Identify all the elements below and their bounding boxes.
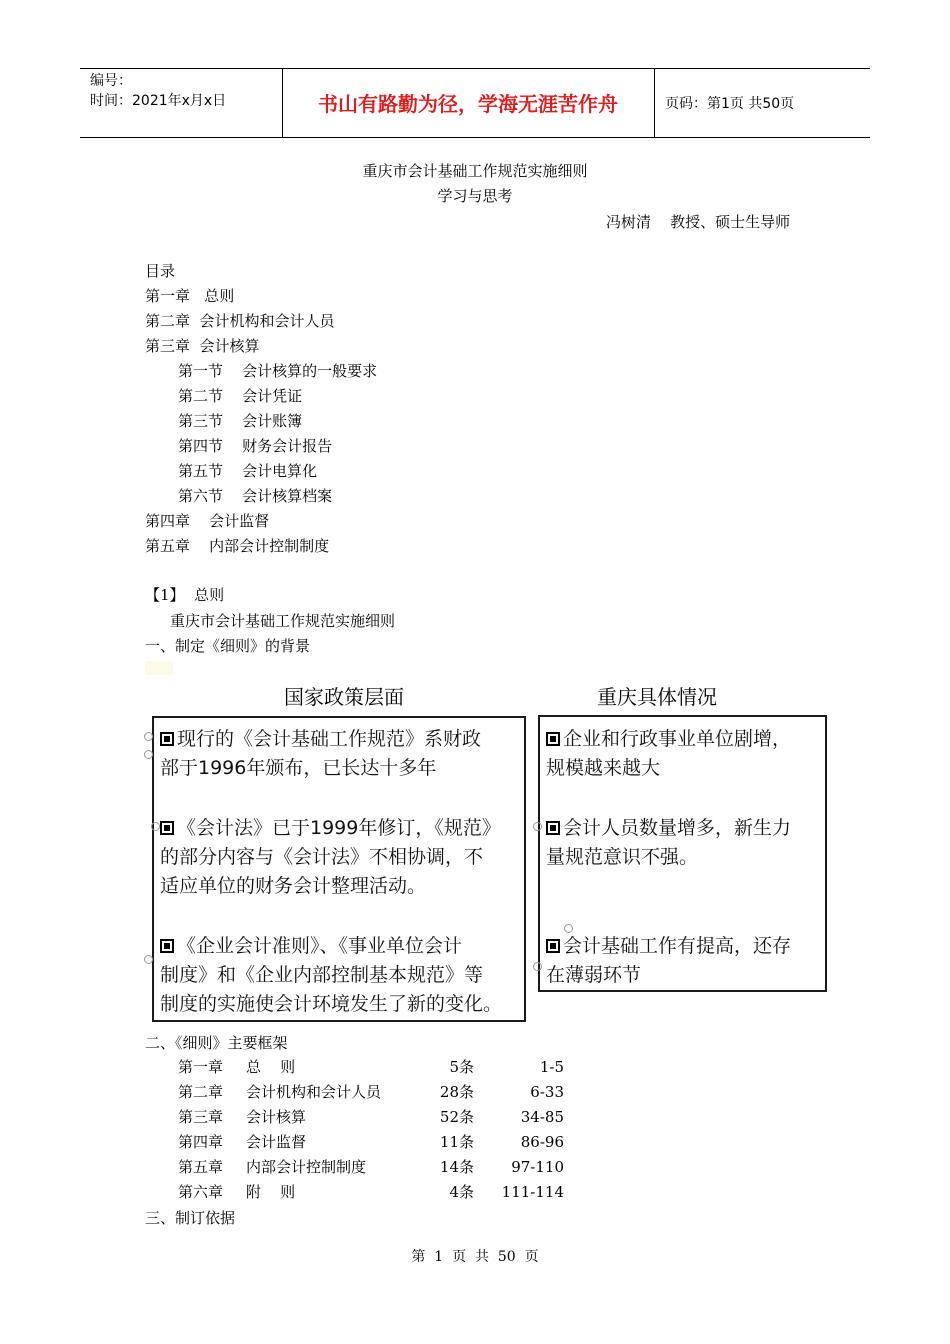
diagram-left-item: 现行的《会计基础工作规范》系财政 部于1996年颁布，已长达十多年 [160,728,482,779]
section-text: 重庆市会计基础工作规范实施细则 [170,612,396,630]
toc-heading: 目录 [145,262,176,280]
diagram-left-item: 《企业会计准则》、《事业单位会计 制度》和《企业内部控制基本规范》等 制度的实施使会计环境发生了新的变化。 [160,935,503,1015]
framework-name: 附 则 [246,1183,296,1201]
anchor-mark [151,822,160,831]
section-heading: 三、制订依据 [145,1209,236,1227]
framework-chapter: 第四章 [178,1133,224,1151]
framework-chapter: 第五章 [178,1158,224,1176]
checkbox-icon [546,939,560,953]
framework-count: 11条 [439,1133,474,1151]
header-page-info: 页码：第1页 共50页 [665,96,795,112]
diagram-left-title: 国家政策层面 [284,685,404,709]
toc-item: 第二节 会计凭证 [178,387,303,405]
header-motto: 书山有路勤为径，学海无涯苦作舟 [318,92,618,116]
framework-chapter: 第六章 [178,1183,224,1201]
framework-chapter: 第二章 [178,1083,224,1101]
doc-subtitle: 学习与思考 [437,187,513,205]
framework-range: 1-5 [539,1058,564,1076]
framework-range: 97-110 [511,1158,564,1176]
doc-author: 冯树清 教授、硕士生导师 [606,213,791,231]
framework-chapter: 第一章 [178,1058,224,1076]
section-heading: 【1】 总则 [145,586,225,604]
framework-row [178,1180,578,1204]
framework-name: 会计机构和会计人员 [246,1083,382,1101]
framework-row [178,1155,578,1179]
section-subheading: 一、制定《细则》的背景 [145,637,311,655]
framework-count: 52条 [439,1108,474,1126]
toc-item: 第一节 会计核算的一般要求 [178,362,378,380]
checkbox-icon [546,732,560,746]
framework-row [178,1130,578,1154]
header-time: 时间：2021年x月x日 [90,93,227,109]
toc-item: 第五章 内部会计控制制度 [145,537,330,555]
toc-item: 第五节 会计电算化 [178,462,318,480]
checkbox-icon [160,732,174,746]
checkbox-icon [546,821,560,835]
diagram-right-item: 会计基础工作有提高，还存 在薄弱环节 [546,935,792,986]
section-heading: 二、《细则》主要框架 [145,1034,288,1052]
header-divider [654,69,655,137]
framework-name: 内部会计控制制度 [246,1158,367,1176]
framework-range: 6-33 [530,1083,564,1101]
checkbox-icon [160,939,174,953]
page-footer: 第 1 页 共 50 页 [411,1249,539,1265]
anchor-mark [533,822,542,831]
framework-count: 14条 [439,1158,474,1176]
framework-range: 111-114 [501,1183,564,1201]
page-header [80,68,870,138]
framework-name: 会计核算 [246,1108,307,1126]
toc-item: 第三章 会计核算 [145,337,260,355]
anchor-mark [533,962,542,971]
diagram-right-item: 会计人员数量增多，新生力 量规范意识不强。 [546,817,792,868]
framework-chapter: 第三章 [178,1108,224,1126]
anchor-mark [144,955,153,964]
highlight-mark [145,661,173,675]
diagram-left-item: 《会计法》已于1999年修订，《规范》 的部分内容与《会计法》不相协调，不 适应单位的财务会计整理活动。 [160,817,501,897]
anchor-mark [144,732,153,741]
framework-name: 会计监督 [246,1133,307,1151]
toc-item: 第六节 会计核算档案 [178,487,333,505]
doc-title: 重庆市会计基础工作规范实施细则 [362,162,588,180]
anchor-mark [144,750,153,759]
toc-item: 第三节 会计账簿 [178,412,303,430]
toc-item: 第四节 财务会计报告 [178,437,333,455]
diagram-right-item: 企业和行政事业单位剧增， 规模越来越大 [546,728,792,779]
diagram-right-title: 重庆具体情况 [597,685,717,709]
header-meta [90,71,226,111]
checkbox-icon [160,821,174,835]
framework-count: 28条 [439,1083,474,1101]
toc-item: 第二章 会计机构和会计人员 [145,312,335,330]
framework-range: 86-96 [520,1133,564,1151]
framework-row [178,1055,578,1079]
toc-item: 第四章 会计监督 [145,512,270,530]
framework-row [178,1105,578,1129]
framework-name: 总 则 [246,1058,296,1076]
toc-item: 第一章 总则 [145,287,235,305]
framework-count: 4条 [449,1183,474,1201]
header-number: 编号： [90,73,132,89]
framework-row [178,1080,578,1104]
framework-count: 5条 [449,1058,474,1076]
framework-range: 34-85 [520,1108,564,1126]
